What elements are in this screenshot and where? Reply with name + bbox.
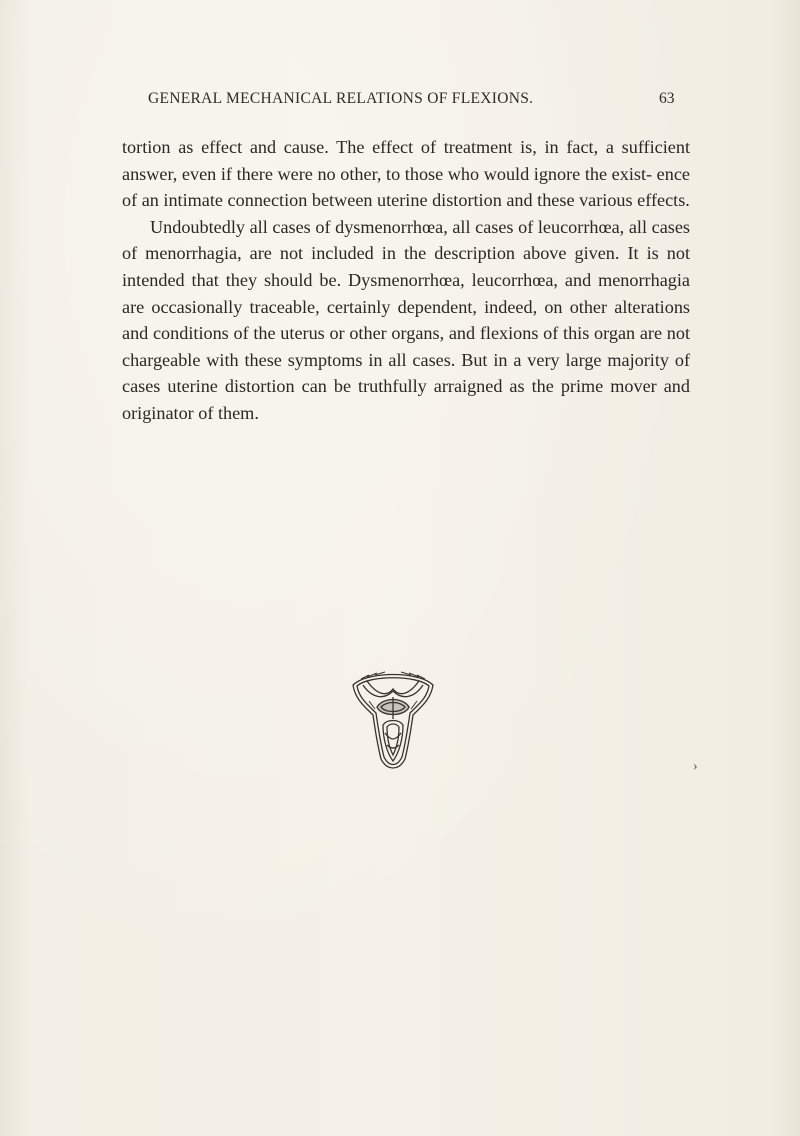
celtic-knot-tailpiece-icon [347, 667, 439, 777]
paragraph: Undoubtedly all cases of dysmenorrhœa, all cases of leucorrhœa, all cases of menorrhagia, are not included in the description above given. It is not intended that they should be. Dysmenorrhœa, leucorrhœa, and menorrhagia are occasionally traceable, certainly dependent, indeed, on other alterations and conditions of the uterus or other organs, and flexions of this organ are not chargeable with these symptoms in all cases. But in a very large majority of cases uterine distortion can be truthfully arraigned as the prime mover and originator of them. [122, 216, 690, 423]
page-number: 63 [659, 90, 675, 107]
body-text [122, 134, 690, 427]
stray-mark: › [693, 759, 698, 774]
paragraph: tortion as effect and cause. The effect of treatment is, in fact, a sufficient answer, even if there were no other, to those who would ignore the exist- ence of an intimate connection between uterine distortion and these various effects. [122, 137, 690, 211]
running-head: GENERAL MECHANICAL RELATIONS OF FLEXIONS. [148, 90, 534, 107]
